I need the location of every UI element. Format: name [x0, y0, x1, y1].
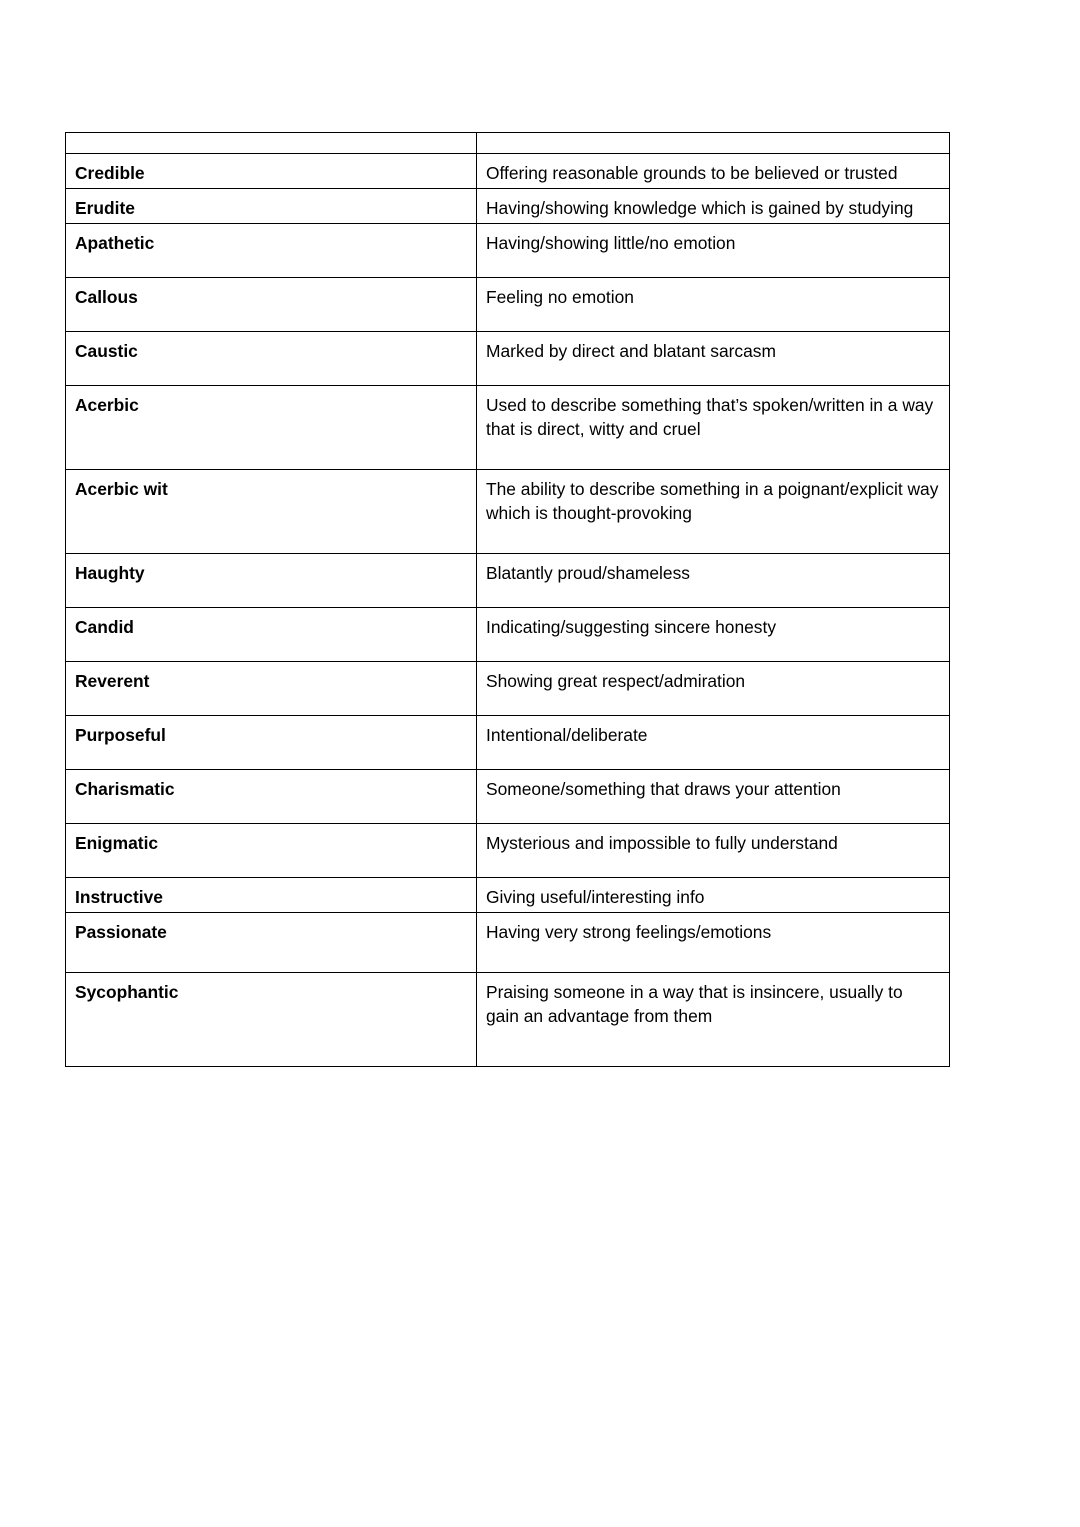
vocabulary-table	[65, 132, 950, 1067]
table-body	[66, 133, 950, 1067]
table-row	[66, 770, 950, 824]
table-row	[66, 608, 950, 662]
term-cell	[66, 770, 477, 824]
table-row	[66, 386, 950, 470]
definition-text: Someone/something that draws your attention	[486, 779, 841, 800]
term-label: Callous	[75, 287, 138, 308]
definition-text: Offering reasonable grounds to be believed or trusted	[486, 163, 898, 183]
term-cell	[66, 332, 477, 386]
definition-text: Showing great respect/admiration	[486, 671, 746, 692]
definition-text: Having/showing little/no emotion	[486, 233, 736, 254]
table-row	[66, 224, 950, 278]
term-cell	[66, 278, 477, 332]
definition-cell	[477, 278, 950, 332]
term-label: Caustic	[75, 341, 138, 362]
definition-cell	[477, 716, 950, 770]
term-cell	[66, 554, 477, 608]
table-row	[66, 973, 950, 1067]
table-row	[66, 554, 950, 608]
definition-text: Marked by direct and blatant sarcasm	[486, 341, 776, 362]
definition-text: Giving useful/interesting info	[486, 887, 705, 908]
definition-cell	[477, 224, 950, 278]
header-cell-term	[66, 133, 477, 154]
table-row	[66, 662, 950, 716]
definition-cell	[477, 608, 950, 662]
term-label: Passionate	[75, 922, 167, 943]
term-cell	[66, 878, 477, 913]
term-label: Purposeful	[75, 725, 166, 746]
definition-cell	[477, 154, 950, 189]
definition-cell	[477, 554, 950, 608]
definition-text: Having/showing knowledge which is gained by studying	[486, 198, 914, 219]
term-label: Acerbic wit	[75, 479, 168, 500]
definition-cell	[477, 878, 950, 913]
table-header-row	[66, 133, 950, 154]
term-cell	[66, 189, 477, 224]
definition-cell	[477, 189, 950, 224]
definition-text: Intentional/deliberate	[486, 725, 648, 746]
term-cell	[66, 470, 477, 554]
definition-cell	[477, 332, 950, 386]
term-cell	[66, 913, 477, 973]
table-row	[66, 913, 950, 973]
table-row	[66, 154, 950, 189]
header-cell-definition	[477, 133, 950, 154]
term-label: Acerbic	[75, 395, 139, 416]
definition-text: Praising someone in a way that is insincere, usually to gain an advantage from them	[486, 982, 903, 1027]
definition-cell	[477, 470, 950, 554]
term-label: Sycophantic	[75, 982, 179, 1003]
table-row	[66, 878, 950, 913]
term-cell	[66, 154, 477, 189]
definition-text: Used to describe something that’s spoken/written in a way that is direct, witty and cruel	[486, 395, 934, 440]
definition-cell	[477, 662, 950, 716]
term-label: Reverent	[75, 671, 150, 692]
definition-cell	[477, 770, 950, 824]
term-cell	[66, 224, 477, 278]
term-cell	[66, 973, 477, 1067]
term-cell	[66, 386, 477, 470]
term-label: Enigmatic	[75, 833, 159, 854]
term-label: Candid	[75, 617, 134, 638]
table-row	[66, 332, 950, 386]
definition-text: Blatantly proud/shameless	[486, 563, 690, 584]
definition-cell	[477, 913, 950, 973]
definition-text: Having very strong feelings/emotions	[486, 922, 772, 943]
term-cell	[66, 662, 477, 716]
term-label: Credible	[75, 163, 145, 183]
term-label: Charismatic	[75, 779, 175, 800]
definition-cell	[477, 386, 950, 470]
table-row	[66, 278, 950, 332]
table-row	[66, 189, 950, 224]
term-label: Haughty	[75, 563, 145, 584]
definition-text: Mysterious and impossible to fully understand	[486, 833, 838, 854]
term-cell	[66, 824, 477, 878]
table-row	[66, 716, 950, 770]
term-label: Erudite	[75, 198, 135, 219]
table-row	[66, 470, 950, 554]
definition-cell	[477, 973, 950, 1067]
term-label: Apathetic	[75, 233, 155, 254]
definition-text: Indicating/suggesting sincere honesty	[486, 617, 777, 638]
table-row	[66, 824, 950, 878]
term-label: Instructive	[75, 887, 163, 908]
term-cell	[66, 716, 477, 770]
definition-cell	[477, 824, 950, 878]
term-cell	[66, 608, 477, 662]
definition-text: The ability to describe something in a poignant/explicit way which is thought-provoking	[486, 479, 939, 524]
definition-text: Feeling no emotion	[486, 287, 634, 308]
